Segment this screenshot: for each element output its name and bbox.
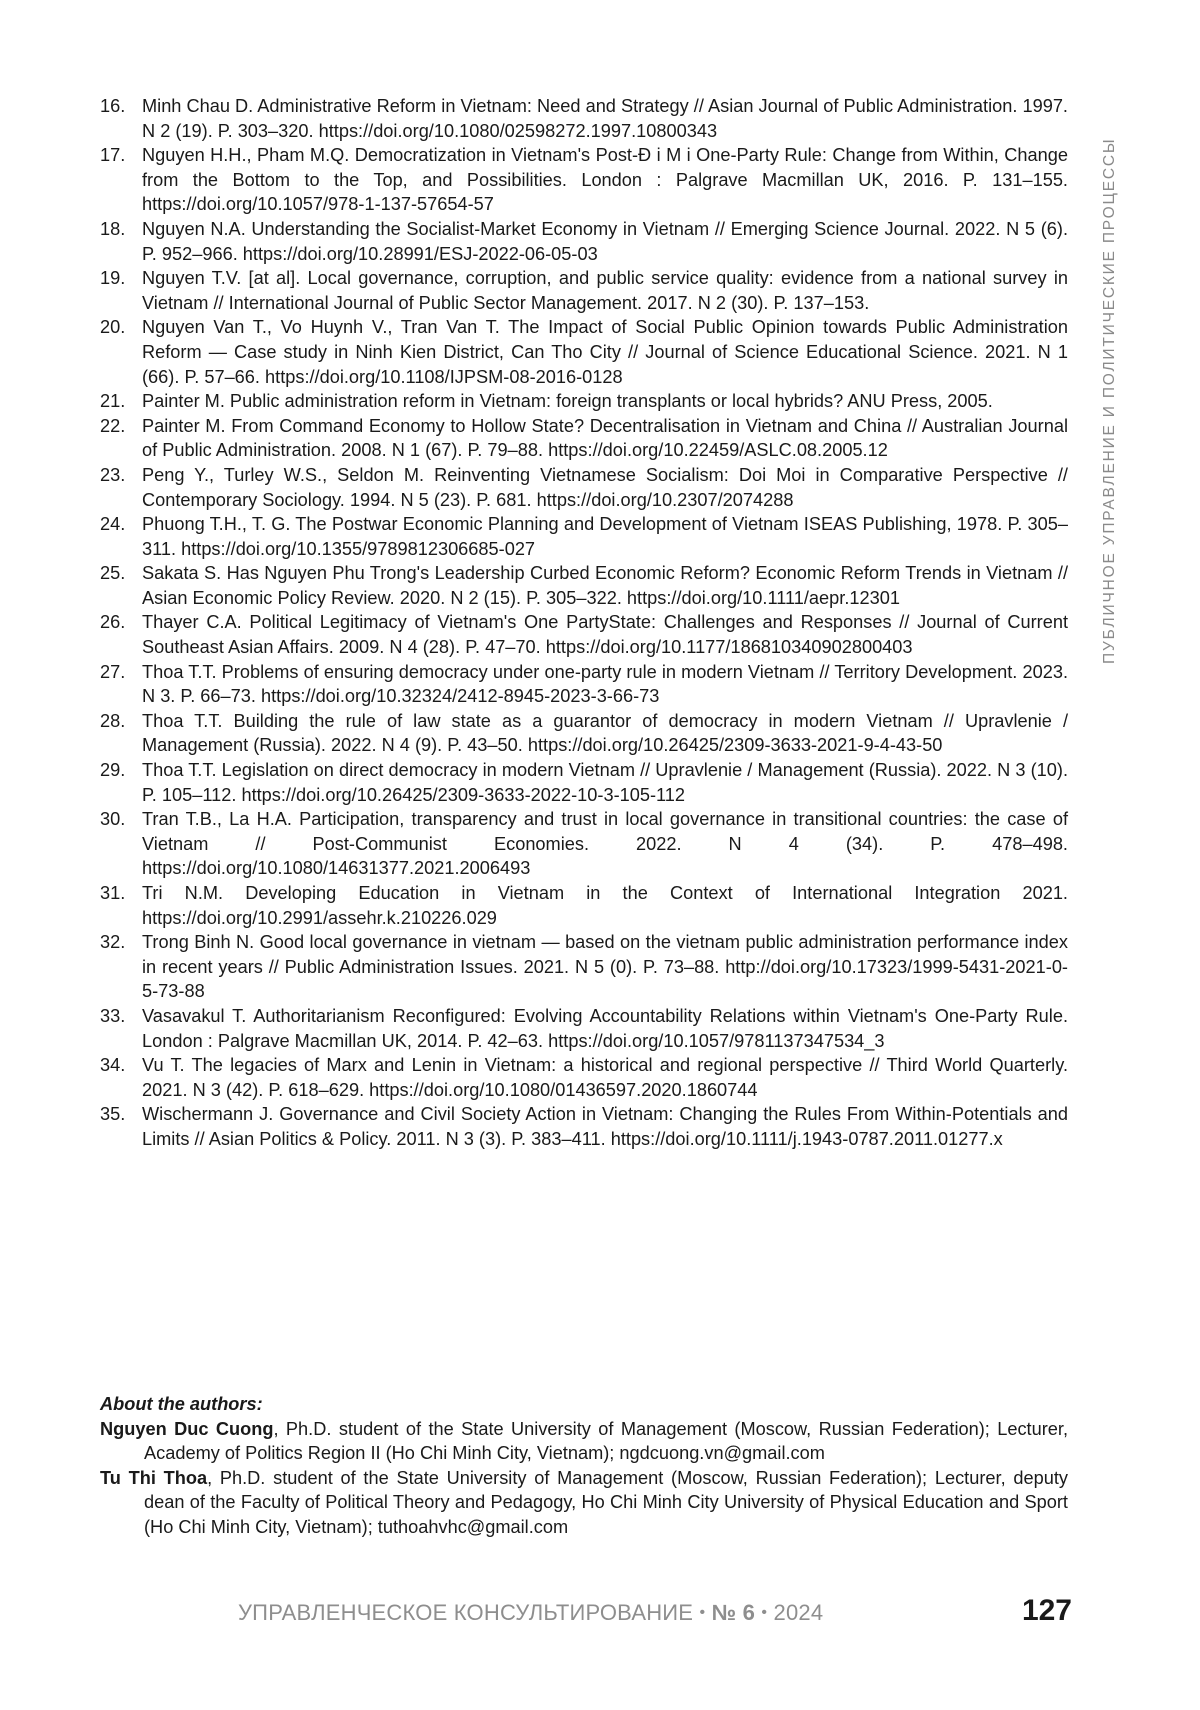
reference-number: 34. [100, 1053, 142, 1102]
about-authors-heading: About the authors: [100, 1392, 1068, 1417]
reference-text: Thoa T.T. Building the rule of law state as a guarantor of democracy in modern Vietnam // Upravlenie / Management (Russia). 2022. N 4 (9). P. 43–50. https://doi.org/10.26425/2309-3633-2021-9-4-43-50 [142, 709, 1068, 758]
reference-text: Minh Chau D. Administrative Reform in Vietnam: Need and Strategy // Asian Journal of Public Administration. 1997. N 2 (19). P. 303–320. https://doi.org/10.1080/02598272.1997.10800343 [142, 94, 1068, 143]
reference-number: 25. [100, 561, 142, 610]
author-entry [100, 1466, 1068, 1540]
reference-text: Painter M. Public administration reform in Vietnam: foreign transplants or local hybrids? ANU Press, 2005. [142, 389, 1068, 414]
about-authors-section [100, 1392, 1068, 1540]
reference-text: Wischermann J. Governance and Civil Society Action in Vietnam: Changing the Rules From Within-Potentials and Limits // Asian Politics & Policy. 2011. N 3 (3). P. 383–411. https://doi.org/10.1111/j.1943-0787.2011.01277.x [142, 1102, 1068, 1151]
reference-item [100, 807, 1068, 881]
reference-text: Tri N.M. Developing Education in Vietnam in the Context of International Integration 2021. https://doi.org/10.2991/assehr.k.210226.029 [142, 881, 1068, 930]
reference-item [100, 1004, 1068, 1053]
reference-item [100, 1053, 1068, 1102]
reference-item [100, 266, 1068, 315]
author-details: , Ph.D. student of the State University of Management (Moscow, Russian Federation); Lecturer, Academy of Politics Region II (Ho Chi Minh City, Vietnam); ngdcuong.vn@gmail.com [144, 1419, 1068, 1464]
reference-item [100, 512, 1068, 561]
reference-text: Nguyen T.V. [at al]. Local governance, corruption, and public service quality: evidence from a national survey in Vietnam // International Journal of Public Sector Management. 2017. N 2 (30). P. 137–153. [142, 266, 1068, 315]
reference-number: 26. [100, 610, 142, 659]
page-number: 127 [1022, 1594, 1072, 1628]
author-name: Nguyen Duc Cuong [100, 1419, 273, 1439]
reference-number: 31. [100, 881, 142, 930]
reference-text: Phuong T.H., T. G. The Postwar Economic Planning and Development of Vietnam ISEAS Publishing, 1978. P. 305–311. https://doi.org/10.1355/9789812306685-027 [142, 512, 1068, 561]
reference-text: Nguyen N.A. Understanding the Socialist-Market Economy in Vietnam // Emerging Science Journal. 2022. N 5 (6). P. 952–966. https://doi.org/10.28991/ESJ-2022-06-05-03 [142, 217, 1068, 266]
author-entry [100, 1417, 1068, 1466]
reference-item [100, 143, 1068, 217]
reference-number: 22. [100, 414, 142, 463]
reference-number: 21. [100, 389, 142, 414]
reference-number: 28. [100, 709, 142, 758]
reference-item [100, 389, 1068, 414]
reference-number: 27. [100, 660, 142, 709]
separator-dot: • [699, 1604, 705, 1621]
reference-number: 17. [100, 143, 142, 217]
issue-number: № 6 [712, 1600, 755, 1625]
author-details: , Ph.D. student of the State University of Management (Moscow, Russian Federation); Lecturer, deputy dean of the Faculty of Political Theory and Pedagogy, Ho Chi Minh City University of Physical Education and Sport (Ho Chi Minh City, Vietnam); tuthoahvhc@gmail.com [144, 1468, 1068, 1537]
reference-number: 32. [100, 930, 142, 1004]
reference-item [100, 414, 1068, 463]
author-name: Tu Thi Thoa [100, 1468, 207, 1488]
reference-number: 23. [100, 463, 142, 512]
reference-text: Vu T. The legacies of Marx and Lenin in Vietnam: a historical and regional perspective // Third World Quarterly. 2021. N 3 (42). P. 618–629. https://doi.org/10.1080/01436597.2020.1860744 [142, 1053, 1068, 1102]
reference-number: 29. [100, 758, 142, 807]
separator-dot: • [761, 1604, 767, 1621]
reference-text: Peng Y., Turley W.S., Seldon M. Reinventing Vietnamese Socialism: Doi Moi in Comparative Perspective // Contemporary Sociology. 1994. N 5 (23). P. 681. https://doi.org/10.2307/2074288 [142, 463, 1068, 512]
reference-number: 33. [100, 1004, 142, 1053]
reference-item [100, 561, 1068, 610]
reference-text: Trong Binh N. Good local governance in vietnam — based on the vietnam public administration performance index in recent years // Public Administration Issues. 2021. N 5 (0). P. 73–88. http://doi.org/10.17323/1999-5431-2021-0-5-73-88 [142, 930, 1068, 1004]
reference-item [100, 315, 1068, 389]
publication-year: 2024 [774, 1600, 824, 1625]
reference-list [100, 94, 1068, 1152]
journal-title-line [238, 1600, 823, 1626]
reference-number: 20. [100, 315, 142, 389]
reference-item [100, 610, 1068, 659]
reference-number: 35. [100, 1102, 142, 1151]
reference-item [100, 660, 1068, 709]
reference-number: 16. [100, 94, 142, 143]
section-side-label: ПУБЛИЧНОЕ УПРАВЛЕНИЕ И ПОЛИТИЧЕСКИЕ ПРОЦЕССЫ [1101, 96, 1127, 706]
reference-text: Nguyen Van T., Vo Huynh V., Tran Van T. The Impact of Social Public Opinion towards Public Administration Reform — Case study in Ninh Kien District, Can Tho City // Journal of Science Educational Science. 2021. N 1 (66). P. 57–66. https://doi.org/10.1108/IJPSM-08-2016-0128 [142, 315, 1068, 389]
reference-item [100, 94, 1068, 143]
reference-item [100, 930, 1068, 1004]
reference-text: Thoa T.T. Problems of ensuring democracy under one-party rule in modern Vietnam // Territory Development. 2023. N 3. P. 66–73. https://doi.org/10.32324/2412-8945-2023-3-66-73 [142, 660, 1068, 709]
reference-number: 18. [100, 217, 142, 266]
reference-item [100, 463, 1068, 512]
reference-text: Thoa T.T. Legislation on direct democracy in modern Vietnam // Upravlenie / Management (Russia). 2022. N 3 (10). P. 105–112. https://doi.org/10.26425/2309-3633-2022-10-3-105-112 [142, 758, 1068, 807]
reference-text: Tran T.B., La H.A. Participation, transparency and trust in local governance in transitional countries: the case of Vietnam // Post-Communist Economies. 2022. N 4 (34). P. 478–498. https://doi.org/10.1080/14631377.2021.2006493 [142, 807, 1068, 881]
page-footer [0, 1594, 1200, 1634]
reference-item [100, 758, 1068, 807]
reference-item [100, 1102, 1068, 1151]
reference-text: Nguyen H.H., Pham M.Q. Democratization in Vietnam's Post-Đ i M i One-Party Rule: Change from Within, Change from the Bottom to the Top, and Possibilities. London : Palgrave Macmillan UK, 2016. P. 131–155. https://doi.org/10.1057/978-1-137-57654-57 [142, 143, 1068, 217]
reference-text: Vasavakul T. Authoritarianism Reconfigured: Evolving Accountability Relations within Vietnam's One-Party Rule. London : Palgrave Macmillan UK, 2014. P. 42–63. https://doi.org/10.1057/9781137347534_3 [142, 1004, 1068, 1053]
reference-number: 30. [100, 807, 142, 881]
reference-item [100, 881, 1068, 930]
reference-item [100, 217, 1068, 266]
reference-item [100, 709, 1068, 758]
reference-text: Sakata S. Has Nguyen Phu Trong's Leadership Curbed Economic Reform? Economic Reform Trends in Vietnam // Asian Economic Policy Review. 2020. N 2 (15). P. 305–322. https://doi.org/10.1111/aepr.12301 [142, 561, 1068, 610]
reference-number: 24. [100, 512, 142, 561]
reference-text: Painter M. From Command Economy to Hollow State? Decentralisation in Vietnam and China // Australian Journal of Public Administration. 2008. N 1 (67). P. 79–88. https://doi.org/10.22459/ASLC.08.2005.12 [142, 414, 1068, 463]
journal-name: УПРАВЛЕНЧЕСКОЕ КОНСУЛЬТИРОВАНИЕ [238, 1600, 693, 1625]
reference-text: Thayer C.A. Political Legitimacy of Vietnam's One PartyState: Challenges and Responses // Journal of Current Southeast Asian Affairs. 2009. N 4 (28). P. 47–70. https://doi.org/10.1177/186810340902800403 [142, 610, 1068, 659]
reference-number: 19. [100, 266, 142, 315]
